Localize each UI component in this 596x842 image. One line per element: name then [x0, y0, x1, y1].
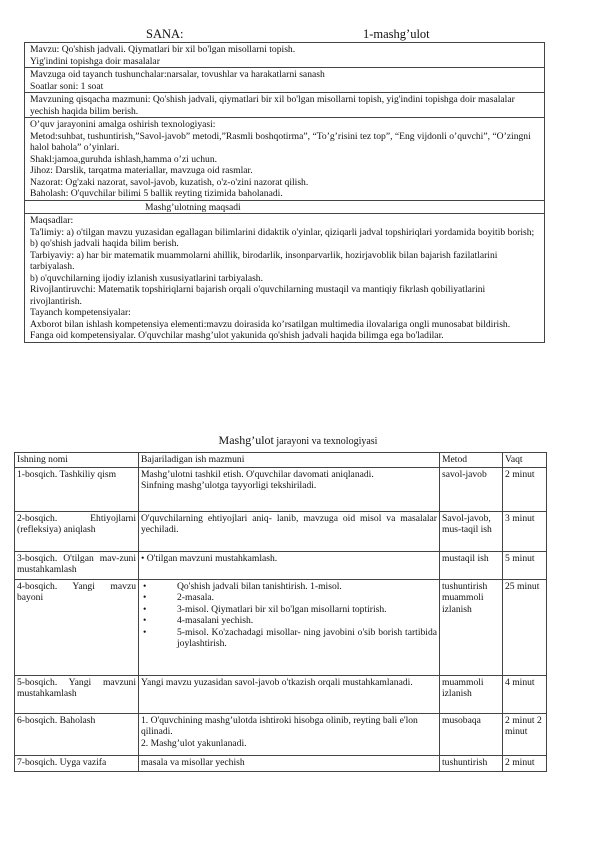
column-header-method: Metod [440, 453, 503, 468]
table-row [15, 467, 547, 511]
goal-line: Tarbiyaviy: a) har bir matematik muammolarni ahillik, birodarlik, insonparvarlik, hozirjavoblik bilan bajarish fazilatlarini tarbiyalash. [30, 249, 498, 272]
date-label: SANA: [146, 27, 184, 41]
stage-name: 5-bosqich. Yangi mavzuni mustahkamlash [15, 675, 139, 713]
goals-row [25, 214, 544, 342]
assessment-text: Baholash: O'quvchilar bilimi 5 ballik reyting tizimida baholanadi. [30, 188, 283, 199]
goal-line: Fanga oid kompetensiyalar. O'quvchilar mashg’ulot yakunida qo'shish jadvali haqida bilimga ega bo'ladilar. [30, 330, 444, 341]
stage-time: 2 minut [503, 467, 547, 511]
lesson-plan-table [14, 452, 547, 772]
stage-name: 4-bosqich. Yangi mavzu bayoni [15, 579, 139, 675]
stage-method: musobaqa [440, 713, 503, 755]
stage-content [139, 467, 440, 511]
goal-line: Rivojlantiruvchi: Matematik topshiriqlarni bajarish orqali o'quvchilarning mustaqil va mantiqiy fikrlash qobiliyatlarini rivojlantirish. [30, 284, 486, 307]
goal-title-row [25, 201, 544, 215]
goal-line: Tayanch kompetensiyalar: [30, 307, 131, 318]
table-row [15, 551, 547, 579]
stage-method: mustaqil ish [440, 551, 503, 579]
goal-line: b) o'quvchilarning ijodiy izlanish xususiyatlarini tarbiyalash. [30, 272, 263, 284]
content-bullet: • Qo'shish jadvali bilan tanishtirish. 1-misol. [141, 581, 437, 593]
stage-method: tushuntirish muammoli izlanish [440, 579, 503, 675]
goal-line: Ta'limiy: a) o'tilgan mavzu yuzasidan egallagan bilimlarini didaktik o'yinlar, qiziqarli jadval topshiriqlari yordamida boyitib borish; [30, 226, 535, 238]
stage-method: Savol-javob, mus-taqil ish [440, 511, 503, 551]
stage-method: savol-javob [440, 467, 503, 511]
equipment-text: Jihoz: Darslik, tarqatma materiallar, mavzuga oid rasmlar. [30, 165, 253, 176]
stage-name: 6-bosqich. Baholash [15, 713, 139, 755]
topic-text-2: Yig'indini topishga doir masalalar [30, 55, 160, 67]
stage-content [139, 713, 440, 755]
summary-row [25, 93, 544, 118]
stage-name: 1-bosqich. Tashkiliy qism [15, 467, 139, 511]
content-line: 1. O'quvchining mashg’ulotda ishtiroki hisobga olinib, reyting bali e'lon qilinadi. [141, 714, 418, 737]
stage-name: 3-bosqich. O'tilgan mav-zuni mustahkamlash [15, 551, 139, 579]
column-header-time: Vaqt [503, 453, 547, 468]
table-row [15, 675, 547, 713]
stage-name: 2-bosqich. Ehtiyojlarni (refleksiya) aniqlash [15, 511, 139, 551]
hours-text: Soatlar soni: 1 soat [30, 80, 104, 92]
goal-line: Axborot bilan ishlash kompetensiya elementi:mavzu doirasida ko’rsatilgan multimedia ilovalariga ongli munosabat bildirish. [30, 318, 511, 330]
content-line: Sinfning mashg’ulotga tayyorligi tekshiriladi. [141, 480, 317, 491]
lesson-info-box [24, 42, 545, 343]
content-bullet: • 3-misol. Qiymatlari bir xil bo'lgan misollarni toptirish. [141, 604, 437, 616]
table-row [15, 713, 547, 755]
header-line [0, 27, 596, 41]
goal-line: Maqsadlar: [30, 215, 74, 226]
column-header-stage: Ishning nomi [15, 453, 139, 468]
process-title-rest: jarayoni va texnologiyasi [273, 436, 378, 447]
form-text: Shakl:jamoa,guruhda ishlash,hamma o’zi uchun. [30, 153, 218, 165]
technology-row [25, 118, 544, 201]
topic-text: Mavzu: Qo'shish jadvali. Qiymatlari bir xil bo'lgan misollarni topish. [30, 44, 296, 55]
key-concepts-text: Mavzuga oid tayanch tushunchalar:narsalar, tovushlar va harakatlarni sanash [30, 69, 325, 80]
summary-text: Mavzuning qisqacha mazmuni: Qo'shish jadvali, qiymatlari bir xil bo'lgan misollarni topish, yig'indini topishga doir masalalar yechish haqida bilim berish. [30, 94, 515, 117]
goal-line: b) qo'shish jadvali haqida bilim berish. [30, 238, 179, 249]
content-line: 2. Mashg’ulot yakunlanadi. [141, 737, 247, 749]
goal-title: Mashg’ulotning maqsadi [145, 201, 241, 213]
topic-row [25, 43, 544, 68]
stage-time: 5 minut [503, 551, 547, 579]
stage-content: Yangi mavzu yuzasidan savol-javob o'tkazish orqali mustahkamlanadi. [139, 675, 440, 713]
control-text: Nazorat: Og'zaki nazorat, savol-javob, kuzatish, o'z-o'zini nazorat qilish. [30, 176, 309, 188]
stage-content: masala va misollar yechish [139, 755, 440, 771]
stage-time: 2 minut 2 minut [503, 713, 547, 755]
stage-method: tushuntirish [440, 755, 503, 771]
content-bullet: • 4-masalani yechish. [141, 615, 437, 627]
table-row [15, 579, 547, 675]
lesson-number: 1-mashg’ulot [363, 27, 430, 41]
method-text: Metod:suhbat, tushuntirish,”Savol-javob” metodi,”Rasmli boshqotirma”, “To’g’risini tez top”, “Eng vijdonli o’quvchi”, “O’zingni halol bahola” o’yinlari. [30, 130, 531, 153]
table-header-row [15, 453, 547, 468]
table-row [15, 755, 547, 771]
process-title [0, 433, 596, 449]
stage-method: muammoli izlanish [440, 675, 503, 713]
stage-time: 2 minut [503, 755, 547, 771]
content-line: Mashg’ulotni tashkil etish. O'quvchilar davomati aniqlanadi. [141, 468, 374, 480]
stage-content: O'quvchilarning ehtiyojlari aniq- lanib, mavzuga oid misol va masalalar yechiladi. [139, 511, 440, 551]
content-bullet: • 2-masala. [141, 592, 437, 604]
column-header-content: Bajariladigan ish mazmuni [139, 453, 440, 468]
stage-content: • O'tilgan mavzuni mustahkamlash. [139, 551, 440, 579]
stage-time: 4 minut [503, 675, 547, 713]
content-bullet: • 5-misol. Ko'zachadagi misollar- ning javobini o'sib borish tartibida joylashtirish. [141, 627, 437, 650]
stage-name: 7-bosqich. Uyga vazifa [15, 755, 139, 771]
process-title-main: Mashg’ulot [218, 433, 274, 447]
stage-content [139, 579, 440, 675]
stage-time: 3 minut [503, 511, 547, 551]
technology-title: O’quv jarayonini amalga oshirish texnologiyasi: [30, 119, 216, 130]
table-row [15, 511, 547, 551]
stage-time: 25 minut [503, 579, 547, 675]
key-concepts-row [25, 68, 544, 93]
